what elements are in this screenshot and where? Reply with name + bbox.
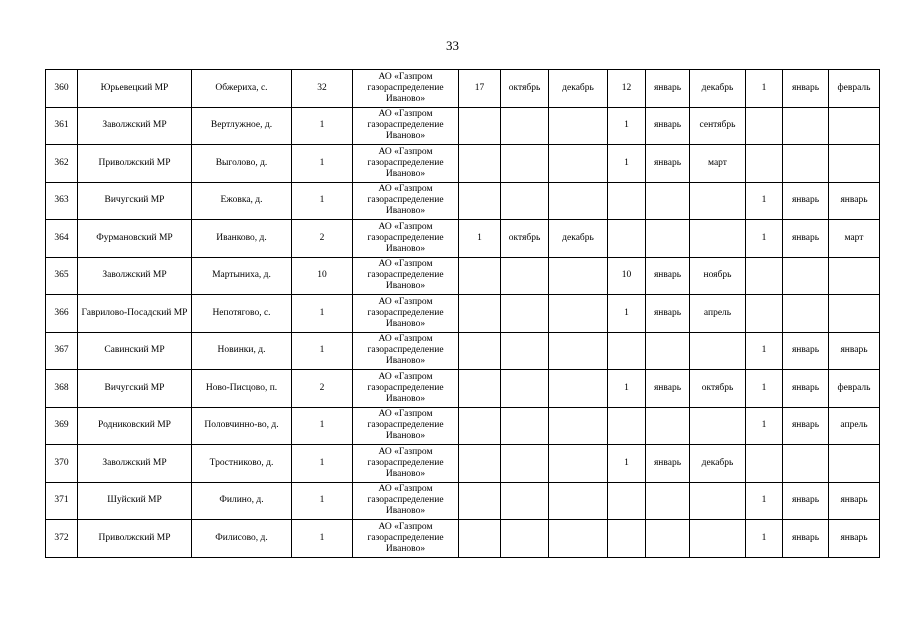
stage3-end-cell: апрель [829,407,880,445]
organization-cell [353,182,459,220]
quantity-cell: 1 [292,145,353,183]
organization-cell [353,220,459,258]
table-row [46,407,880,445]
stage1-count-cell: 1 [459,220,501,258]
organization-line: АО «Газпром [378,109,433,120]
organization-line: газораспределение [367,532,444,543]
stage2-end-cell: сентябрь [690,107,746,145]
table-row [46,370,880,408]
organization-line: газораспределение [367,270,444,281]
organization-line: Иваново» [385,168,426,179]
municipal-district-cell: Приволжский МР [78,520,192,558]
table-row [46,445,880,483]
row-number-cell: 360 [46,70,78,108]
stage1-count-cell [459,257,501,295]
organization-line: газораспределение [367,120,444,131]
stage3-count-cell [746,257,783,295]
table-row [46,107,880,145]
stage3-count-cell: 1 [746,370,783,408]
stage1-end-cell [549,370,608,408]
organization-cell [353,145,459,183]
organization-line: газораспределение [367,457,444,468]
stage2-end-cell [690,407,746,445]
organization-line: АО «Газпром [378,409,433,420]
stage2-end-cell [690,332,746,370]
stage2-end-cell: декабрь [690,70,746,108]
quantity-cell: 2 [292,220,353,258]
stage2-end-cell: октябрь [690,370,746,408]
stage2-end-cell: ноябрь [690,257,746,295]
quantity-cell: 1 [292,295,353,333]
stage3-end-cell: январь [829,332,880,370]
settlement-cell: Вертлужное, д. [192,107,292,145]
stage3-count-cell: 1 [746,482,783,520]
row-number-cell: 364 [46,220,78,258]
quantity-cell: 1 [292,407,353,445]
organization-line: АО «Газпром [378,484,433,495]
stage2-start-cell: январь [646,257,690,295]
organization-line: АО «Газпром [378,259,433,270]
organization-line: Иваново» [385,281,426,292]
organization-line: газораспределение [367,420,444,431]
stage3-count-cell: 1 [746,407,783,445]
organization-line: Иваново» [385,356,426,367]
stage3-end-cell: январь [829,482,880,520]
settlement-cell: Новинки, д. [192,332,292,370]
stage2-count-cell: 1 [608,370,646,408]
organization-line: АО «Газпром [378,446,433,457]
organization-line: газораспределение [367,157,444,168]
stage1-start-cell [501,407,549,445]
stage3-start-cell: январь [783,70,829,108]
stage3-end-cell: март [829,220,880,258]
stage1-start-cell: октябрь [501,70,549,108]
stage1-count-cell [459,182,501,220]
gasification-schedule-table [45,69,880,558]
stage1-start-cell [501,332,549,370]
municipal-district-cell: Заволжский МР [78,445,192,483]
stage2-start-cell [646,407,690,445]
quantity-cell: 2 [292,370,353,408]
row-number-cell: 371 [46,482,78,520]
organization-line: газораспределение [367,232,444,243]
municipal-district-cell: Юрьевецкий МР [78,70,192,108]
stage3-count-cell [746,107,783,145]
organization-line: газораспределение [367,345,444,356]
stage2-start-cell: январь [646,370,690,408]
quantity-cell: 1 [292,482,353,520]
stage2-count-cell [608,520,646,558]
stage3-end-cell: январь [829,182,880,220]
table-row [46,220,880,258]
stage2-count-cell: 1 [608,145,646,183]
table-row [46,482,880,520]
stage3-count-cell [746,445,783,483]
stage1-count-cell [459,107,501,145]
settlement-cell: Половчинно-во, д. [192,407,292,445]
stage1-end-cell [549,107,608,145]
organization-line: Иваново» [385,506,426,517]
organization-line: Иваново» [385,93,426,104]
row-number-cell: 362 [46,145,78,183]
stage2-count-cell: 1 [608,107,646,145]
stage3-start-cell [783,257,829,295]
stage3-count-cell: 1 [746,220,783,258]
quantity-cell: 1 [292,107,353,145]
page-number: 33 [446,38,459,53]
stage3-end-cell [829,107,880,145]
municipal-district-cell: Гаврилово-Посадский МР [78,295,192,333]
table-row [46,257,880,295]
stage1-start-cell [501,145,549,183]
table-row [46,332,880,370]
stage1-start-cell [501,370,549,408]
municipal-district-cell: Заволжский МР [78,257,192,295]
organization-line: газораспределение [367,382,444,393]
table-row [46,520,880,558]
row-number-cell: 369 [46,407,78,445]
organization-cell [353,332,459,370]
row-number-cell: 361 [46,107,78,145]
organization-line: АО «Газпром [378,184,433,195]
row-number-cell: 366 [46,295,78,333]
stage3-end-cell: январь [829,520,880,558]
organization-line: АО «Газпром [378,521,433,532]
stage3-start-cell [783,295,829,333]
stage3-count-cell: 1 [746,520,783,558]
stage3-start-cell: январь [783,482,829,520]
stage1-end-cell [549,257,608,295]
organization-cell [353,482,459,520]
organization-line: газораспределение [367,307,444,318]
quantity-cell: 1 [292,182,353,220]
stage1-start-cell [501,295,549,333]
row-number-cell: 370 [46,445,78,483]
stage1-end-cell [549,182,608,220]
stage3-start-cell [783,107,829,145]
stage3-count-cell [746,295,783,333]
organization-line: газораспределение [367,195,444,206]
stage1-start-cell [501,182,549,220]
organization-cell [353,295,459,333]
organization-line: газораспределение [367,82,444,93]
settlement-cell: Ежовка, д. [192,182,292,220]
stage1-end-cell [549,145,608,183]
municipal-district-cell: Заволжский МР [78,107,192,145]
settlement-cell: Выголово, д. [192,145,292,183]
stage1-count-cell [459,407,501,445]
municipal-district-cell: Родниковский МР [78,407,192,445]
stage3-start-cell: январь [783,520,829,558]
row-number-cell: 372 [46,520,78,558]
stage2-start-cell [646,520,690,558]
stage2-start-cell: январь [646,445,690,483]
stage2-count-cell: 10 [608,257,646,295]
stage2-start-cell [646,332,690,370]
stage3-end-cell: февраль [829,370,880,408]
municipal-district-cell: Приволжский МР [78,145,192,183]
table-row [46,182,880,220]
stage3-start-cell: январь [783,407,829,445]
stage3-start-cell [783,445,829,483]
stage3-start-cell [783,145,829,183]
organization-line: Иваново» [385,543,426,554]
organization-cell [353,107,459,145]
table-row [46,70,880,108]
stage2-end-cell [690,220,746,258]
stage1-count-cell [459,370,501,408]
settlement-cell: Иванково, д. [192,220,292,258]
municipal-district-cell: Фурмановский МР [78,220,192,258]
organization-cell [353,445,459,483]
settlement-cell: Тростниково, д. [192,445,292,483]
stage2-count-cell [608,182,646,220]
stage2-start-cell [646,220,690,258]
stage1-end-cell [549,520,608,558]
settlement-cell: Мартыниха, д. [192,257,292,295]
settlement-cell: Ново-Писцово, п. [192,370,292,408]
stage1-count-cell [459,295,501,333]
organization-line: газораспределение [367,495,444,506]
quantity-cell: 1 [292,332,353,370]
organization-cell [353,257,459,295]
stage2-end-cell: декабрь [690,445,746,483]
stage1-count-cell [459,145,501,183]
stage2-count-cell: 12 [608,70,646,108]
row-number-cell: 363 [46,182,78,220]
stage3-count-cell: 1 [746,182,783,220]
quantity-cell: 32 [292,70,353,108]
stage1-end-cell: декабрь [549,70,608,108]
stage1-end-cell [549,407,608,445]
organization-line: АО «Газпром [378,71,433,82]
stage2-end-cell [690,520,746,558]
stage1-start-cell [501,445,549,483]
settlement-cell: Филисово, д. [192,520,292,558]
row-number-cell: 367 [46,332,78,370]
stage1-start-cell: октябрь [501,220,549,258]
table-row [46,295,880,333]
stage2-start-cell: январь [646,107,690,145]
stage2-count-cell [608,407,646,445]
organization-line: АО «Газпром [378,371,433,382]
stage2-count-cell [608,332,646,370]
stage1-end-cell [549,445,608,483]
stage2-start-cell [646,182,690,220]
organization-line: АО «Газпром [378,334,433,345]
stage2-start-cell [646,482,690,520]
stage3-count-cell: 1 [746,332,783,370]
quantity-cell: 10 [292,257,353,295]
organization-line: Иваново» [385,131,426,142]
stage1-end-cell [549,295,608,333]
organization-cell [353,70,459,108]
stage3-start-cell: январь [783,182,829,220]
stage1-end-cell [549,482,608,520]
stage2-count-cell: 1 [608,445,646,483]
organization-line: Иваново» [385,243,426,254]
quantity-cell: 1 [292,445,353,483]
stage2-end-cell [690,482,746,520]
municipal-district-cell: Вичугский МР [78,370,192,408]
settlement-cell: Обжериха, с. [192,70,292,108]
stage1-end-cell: декабрь [549,220,608,258]
stage3-start-cell: январь [783,370,829,408]
municipal-district-cell: Вичугский МР [78,182,192,220]
organization-line: Иваново» [385,468,426,479]
stage3-end-cell: февраль [829,70,880,108]
stage1-start-cell [501,107,549,145]
stage1-end-cell [549,332,608,370]
organization-line: Иваново» [385,318,426,329]
stage2-end-cell [690,182,746,220]
organization-cell [353,520,459,558]
stage1-start-cell [501,257,549,295]
quantity-cell: 1 [292,520,353,558]
settlement-cell: Непотягово, с. [192,295,292,333]
table-row [46,145,880,183]
stage2-count-cell [608,482,646,520]
stage1-count-cell: 17 [459,70,501,108]
organization-line: АО «Газпром [378,146,433,157]
stage3-end-cell [829,295,880,333]
stage3-count-cell [746,145,783,183]
row-number-cell: 365 [46,257,78,295]
stage3-start-cell: январь [783,220,829,258]
stage2-start-cell: январь [646,70,690,108]
municipal-district-cell: Савинский МР [78,332,192,370]
stage1-count-cell [459,332,501,370]
organization-line: Иваново» [385,206,426,217]
table-body [46,70,880,558]
stage3-end-cell [829,257,880,295]
stage2-count-cell: 1 [608,295,646,333]
stage2-count-cell [608,220,646,258]
stage3-end-cell [829,445,880,483]
municipal-district-cell: Шуйский МР [78,482,192,520]
organization-line: АО «Газпром [378,221,433,232]
settlement-cell: Филино, д. [192,482,292,520]
row-number-cell: 368 [46,370,78,408]
stage3-start-cell: январь [783,332,829,370]
organization-line: Иваново» [385,431,426,442]
stage1-count-cell [459,482,501,520]
organization-line: Иваново» [385,393,426,404]
stage3-count-cell: 1 [746,70,783,108]
stage2-end-cell: март [690,145,746,183]
stage1-start-cell [501,520,549,558]
stage3-end-cell [829,145,880,183]
stage1-count-cell [459,520,501,558]
stage2-start-cell: январь [646,145,690,183]
organization-cell [353,407,459,445]
stage2-start-cell: январь [646,295,690,333]
stage2-end-cell: апрель [690,295,746,333]
stage1-count-cell [459,445,501,483]
stage1-start-cell [501,482,549,520]
organization-line: АО «Газпром [378,296,433,307]
organization-cell [353,370,459,408]
